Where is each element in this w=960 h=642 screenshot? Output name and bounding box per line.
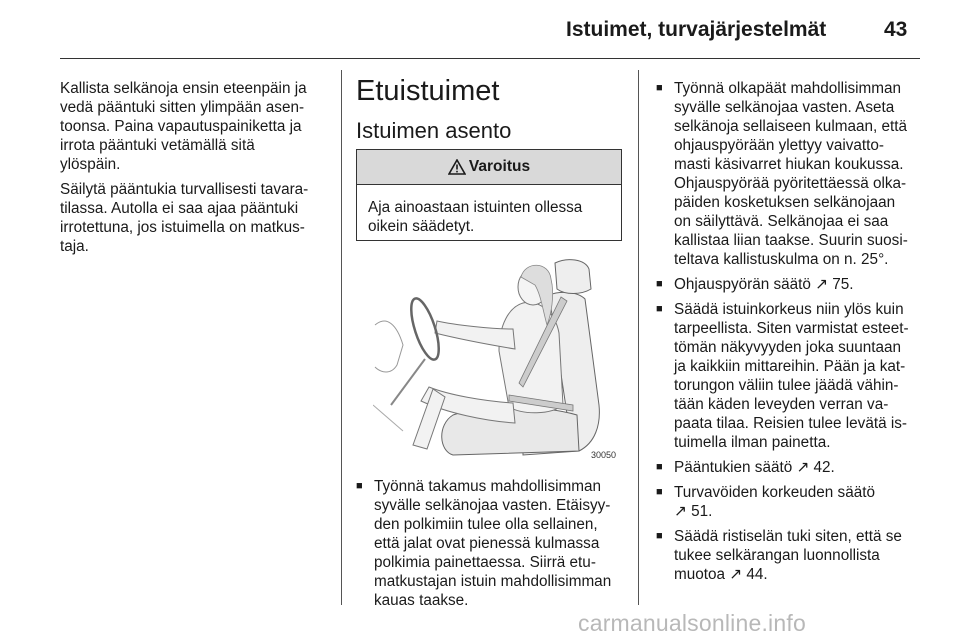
cross-reference-link[interactable]: muotoa ↗ 44. (674, 566, 768, 583)
bullet-square-icon: ■ (656, 82, 663, 94)
text-line: tuimella ilman painetta. (674, 434, 831, 451)
paragraph-headrest-removal (60, 79, 308, 174)
warning-text (357, 185, 621, 236)
bullet-square-icon: ■ (656, 278, 663, 290)
page-number: 43 (884, 18, 908, 41)
list-item (656, 483, 909, 521)
text-line: kauas taakse. (374, 592, 469, 609)
bullet-square-icon: ■ (656, 530, 663, 542)
bullet-square-icon: ■ (356, 480, 363, 492)
text-line: tukee selkärangan luonnollista (674, 547, 880, 564)
cross-reference-link[interactable]: ↗ 51. (674, 503, 713, 520)
warning-header (357, 150, 621, 185)
bullet-square-icon: ■ (656, 486, 663, 498)
text-line: Aja ainoastaan istuinten ollessa (368, 199, 583, 216)
warning-triangle-icon (448, 159, 466, 175)
text-line: Säilytä pääntukia turvallisesti tavara- (60, 181, 309, 198)
text-line: matkustajan istuin mahdollisimman (374, 573, 612, 590)
text-line: polkimia painettaessa. Siirrä etu- (374, 554, 596, 571)
cross-reference-link[interactable]: Ohjauspyörän säätö ↗ 75. (674, 276, 854, 293)
middle-bullet-list (356, 477, 611, 610)
text-line: tarpeellista. Siten varmistat esteet- (674, 320, 909, 337)
warning-title: Varoitus (468, 158, 531, 175)
text-line: että jalat ovat pienessä kulmassa (374, 535, 600, 552)
text-line: irrota pääntuki vetämällä sitä (60, 137, 255, 154)
bullet-square-icon: ■ (656, 303, 663, 315)
text-line: irrotettuna, jos istuimella on matkus- (60, 219, 305, 236)
column-divider-right (638, 70, 639, 605)
section-heading: Etuistuimet (356, 75, 500, 107)
text-line: Työnnä olkapäät mahdollisimman (674, 80, 902, 97)
text-line: masti käsivarret hiukan koukussa. (674, 156, 904, 173)
text-line: ylöspäin. (60, 156, 121, 173)
list-item (656, 527, 909, 584)
text-line: Turvavöiden korkeuden säätö (674, 484, 875, 501)
illustration-code: 30050 (591, 450, 617, 460)
text-line: tömän näkyvyyden joka suuntaan (674, 339, 902, 356)
text-line: tään käden leveyden verran va- (674, 396, 889, 413)
warning-box (356, 149, 622, 241)
text-line: den polkimiin tulee olla sellainen, (374, 516, 598, 533)
bullet-square-icon: ■ (656, 461, 663, 473)
text-line: paata tilaa. Reisien tulee levätä is- (674, 415, 907, 432)
seat-position-illustration (373, 255, 623, 463)
text-line: selkänoja sellaiseen kulmaan, että (674, 118, 907, 135)
text-line: kallistaa liian taakse. Suurin suosi- (674, 232, 908, 249)
text-line: Säädä ristiselän tuki siten, että se (674, 528, 902, 545)
column-divider-left (341, 70, 342, 605)
list-item (656, 458, 909, 477)
text-line: taja. (60, 238, 89, 255)
text-line: ja kaikkiin mittareihin. Pään ja kat- (674, 358, 906, 375)
text-line: syvälle selkänojaa vasten. Etäisyy- (374, 497, 611, 514)
header-divider (60, 58, 920, 59)
watermark: carmanualsonline.info (578, 610, 806, 636)
list-item (656, 79, 909, 269)
paragraph-headrest-storage (60, 180, 308, 256)
text-line: oikein säädetyt. (368, 218, 475, 235)
text-line: syvälle selkänojaa vasten. Aseta (674, 99, 895, 116)
list-item (356, 477, 611, 610)
right-bullet-list (656, 79, 909, 584)
text-line: Säädä istuinkorkeus niin ylös kuin (674, 301, 904, 318)
cross-reference-link[interactable]: Pääntukien säätö ↗ 42. (674, 459, 835, 476)
text-line: on säilyttävä. Selkänojaa ei saa (674, 213, 889, 230)
text-line: vedä pääntuki sitten ylimpään asen- (60, 99, 305, 116)
section-subheading: Istuimen asento (356, 118, 512, 143)
text-line: päiden kosketuksen selkänojaan (674, 194, 896, 211)
left-column (60, 79, 308, 256)
text-line: tilassa. Autolla ei saa ajaa pääntuki (60, 200, 299, 217)
text-line: ohjauspyörään ylettyy vaivatto- (674, 137, 885, 154)
text-line: Työnnä takamus mahdollisimman (374, 478, 602, 495)
text-line: torungon väliin tulee jäädä vähin- (674, 377, 899, 394)
list-item (656, 275, 909, 294)
text-line: toonsa. Paina vapautuspainiketta ja (60, 118, 302, 135)
text-line: Ohjauspyörää pyöritettäessä olka- (674, 175, 907, 192)
driver-seat-drawing (373, 255, 623, 463)
page-header-title: Istuimet, turvajärjestelmät (566, 18, 827, 41)
text-line: Kallista selkänoja ensin eteenpäin ja (60, 80, 307, 97)
list-item (656, 300, 909, 452)
text-line: teltava kallistuskulma on n. 25°. (674, 251, 889, 268)
